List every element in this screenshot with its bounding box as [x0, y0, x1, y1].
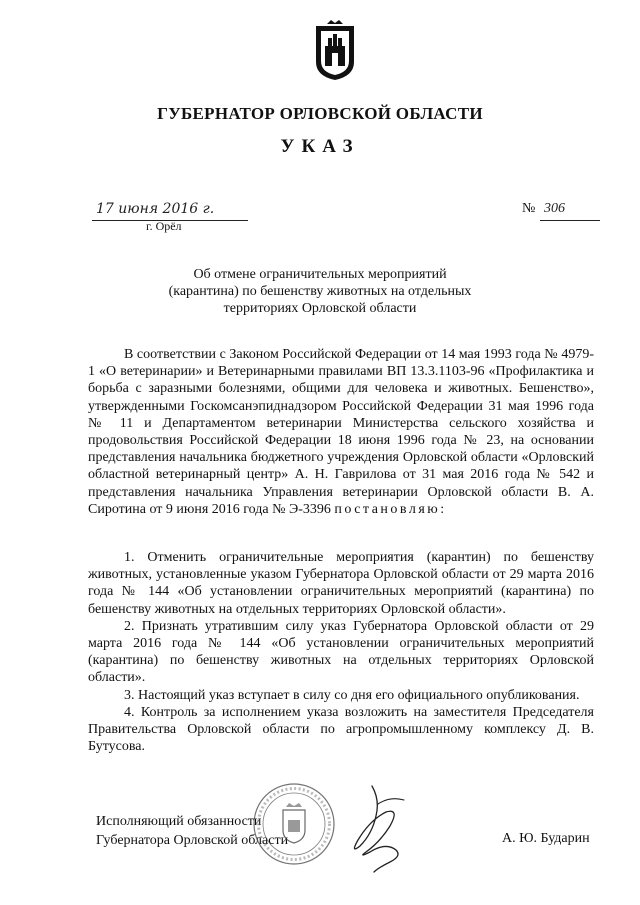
- preamble-text: В соответствии с Законом Российской Федерации от 14 мая 1993 года № 4979-1 «О ветеринарии» и Ветеринарными правилами ВП 13.3.1103-96 «Профилактика и борьба с заразными болезнями, общими для человека и животных. Бешенство», утвержденными Госкомсанэпиднадзором Российской Федерации 31 мая 1996 года № 11 и Департаментом ветеринарии Министерства сельского хозяйства и продовольствия Российской Федерации 18 июня 1996 года № 23, на основании представления начальника бюджетного учреждения Орловской области «Орловский областной ветеринарный центр» А. Н. Гаврилова от 31 мая 2016 года № 542 и представления начальника Управления ветеринарии Орловской области В. А. Сиротина от 9 июня 2016 года № Э-3396: [88, 347, 594, 517]
- preamble-paragraph: [88, 346, 594, 518]
- decree-date: 17 июня 2016 г.: [92, 200, 248, 221]
- issuing-authority: ГУБЕРНАТОР ОРЛОВСКОЙ ОБЛАСТИ: [157, 104, 483, 123]
- decree-items: [88, 549, 594, 755]
- title-line: (карантина) по бешенству животных на отдельных: [168, 284, 472, 299]
- coat-of-arms-emblem: [312, 20, 358, 82]
- decree-word: постановляю:: [334, 501, 447, 517]
- title-line: территориях Орловской области: [223, 301, 417, 316]
- title-line: Об отмене ограничительных мероприятий: [193, 267, 447, 282]
- city: г. Орёл: [146, 219, 182, 233]
- signatory-name: А. Ю. Бударин: [502, 831, 590, 846]
- decree-item: 3. Настоящий указ вступает в силу со дня его официального опубликования.: [124, 687, 580, 703]
- decree-title: [120, 266, 520, 317]
- signatory-title-line: Губернатора Орловской области: [96, 833, 289, 848]
- decree-item: 2. Признать утратившим силу указ Губернатора Орловской области от 29 марта 2016 года № 144 «Об установлении ограничительных мероприятий (карантина) по бешенству животных на отдельных территориях Орловской области».: [88, 618, 594, 686]
- decree-number: 306: [540, 200, 600, 221]
- signatory-title-line: Исполняющий обязанности: [96, 814, 262, 829]
- official-seal: [252, 782, 336, 866]
- decree-item: 1. Отменить ограничительные мероприятия (карантин) по бешенству животных, установленные указом Губернатора Орловской области от 29 марта 2016 года № 144 «Об установлении ограничительных мероприятий (карантина) по бешенству животных на отдельных территориях Орловской области».: [88, 550, 594, 617]
- preamble: [88, 346, 594, 518]
- decree-item: 4. Контроль за исполнением указа возложить на заместителя Председателя Правительства Орловской области по агропромышленному комплексу Д. В. Бутусова.: [88, 704, 594, 755]
- handwritten-signature: [330, 782, 414, 874]
- number-sign: №: [522, 201, 536, 216]
- document-type: УКАЗ: [280, 136, 360, 157]
